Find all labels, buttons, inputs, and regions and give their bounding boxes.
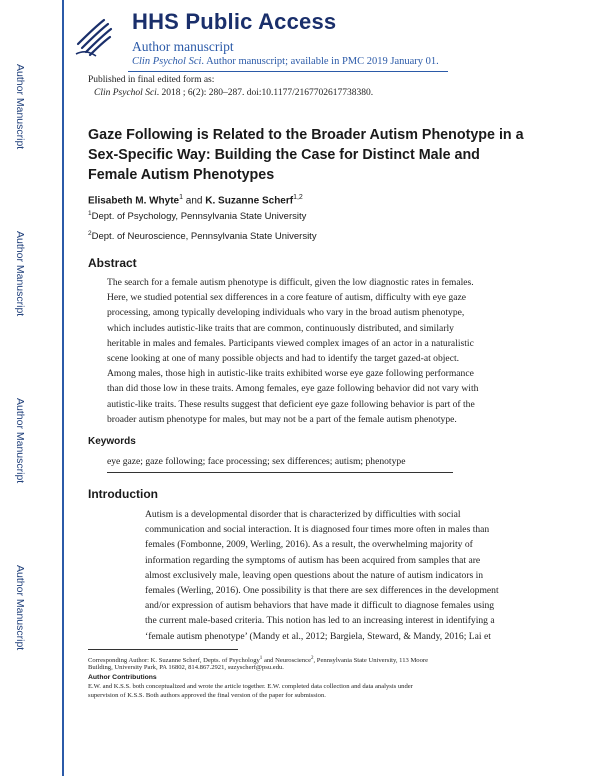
abstract-body [107,275,478,427]
abstract-line: Among males, those high in autistic-like traits exhibited worse eye gaze following performance [107,368,474,380]
intro-line: communication and social interaction. It is diagnosed four times more often in males than [145,524,490,536]
author-name: K. Suzanne Scherf [205,195,294,207]
introduction-body [145,507,499,644]
margin-rule [62,0,64,776]
citation-line [94,88,373,98]
corresponding-sup: 2 [311,656,314,661]
intro-line: females (Werling, 2016). One possibility is that there are sex differences in the development [145,585,499,597]
abstract-line: processing, among typically developing individuals who vary in the broad autism phenotype, [107,307,465,319]
affiliation [88,230,317,242]
title-line: Sex-Specific Way: Building the Case for Distinct Male and [88,147,480,163]
abstract-line: scene looking at one of many possible objects and had to identify the target gazed-at object. [107,353,460,365]
abstract-line: heritable in males and females. Participants viewed complex images of an actor in a naturalistic [107,337,474,349]
sidebar-label-1: Author Manuscript [14,64,26,150]
title-line: Female Autism Phenotypes [88,167,275,183]
article-title [88,125,528,185]
contributions-line: supervision of K.S.S. Both authors approved the final version of the paper for submission. [88,692,326,699]
keywords-text: eye gaze; gaze following; face processing; sex differences; autism; phenotype [107,456,406,467]
corresponding-text: , Pennsylvania State University, 113 Moore [313,657,429,665]
abstract-line: autistic-like traits. These results suggest that deficient eye gaze following behavior is part of the [107,398,475,410]
abstract-line: than did those low in these traits. Among females, eye gaze following behavior did not vary with [107,383,479,395]
abstract-line: broader autism phenotype for males, but may not be a part of the female autism phenotype. [107,413,457,425]
author-list [88,194,303,206]
intro-line: and/or expression of autism behaviors that have made it difficult to diagnose females using [145,600,495,612]
published-label: Published in final edited form as: [88,75,215,85]
hhs-public-access-title: HHS Public Access [132,9,337,34]
sidebar-label-2: Author Manuscript [14,231,26,317]
corresponding-text: and Neuroscience [262,657,311,665]
affiliation [88,210,306,222]
intro-line: ‘female autism phenotype’ (Mandy et al., 2012; Bargiela, Steward, & Mandy, 2016; Lai et [145,630,491,642]
corresponding-author-line-2: Building, University Park, PA 16802, 814.867.2921, suzyscherf@psu.edu. [88,664,284,671]
corresponding-sup: 1 [259,656,263,661]
author-conjunction: and [183,195,206,207]
introduction-heading: Introduction [88,487,158,501]
affiliation-sup: 1 [88,210,92,217]
availability-text: . Author manuscript; available in PMC 2019 January 01. [201,56,439,67]
intro-line: information regarding the symptoms of autism has been acquired from samples that are [145,554,481,566]
affiliation-text: Dept. of Psychology, Pennsylvania State University [91,211,307,223]
citation-text: . 2018 ; 6(2): 280–287. doi:10.1177/2167702617738380. [156,88,374,98]
abstract-line: Here, we studied potential sex differences in a core feature of autism, difficulty with eye gaze [107,292,467,304]
author-affil-sup: 1 [179,194,184,201]
sidebar-label-4: Author Manuscript [14,565,26,651]
title-line: Gaze Following is Related to the Broader Autism Phenotype in a [88,127,524,143]
header-rule [128,71,448,72]
abstract-line: which includes autistic-like traits that are common, continuously distributed, and similarly [107,322,454,334]
keywords-heading: Keywords [88,436,136,447]
affiliation-text: Dept. of Neuroscience, Pennsylvania State University [91,231,317,243]
citation-journal: Clin Psychol Sci [94,88,157,98]
journal-abbrev: Clin Psychol Sci [132,56,202,67]
contributions-line: E.W. and K.S.S. both conceptualized and wrote the article together. E.W. completed data collection and data analysis under [88,683,413,690]
intro-line: almost exclusively male, leaving open questions about the nature of autism indicators in [145,569,484,581]
intro-line: females (Fombonne, 2009, Werling, 2016). As a result, the overwhelming majority of [145,539,473,551]
abstract-heading: Abstract [88,256,137,270]
intro-line: the current male-based criteria. This notion has led to an increasing interest in identifying a [145,615,495,627]
intro-line: Autism is a developmental disorder that is characterized by difficulties with social [145,509,461,520]
hhs-eagle-icon [74,14,114,58]
contributions-heading: Author Contributions [88,674,157,681]
author-affil-sup: 1,2 [293,194,303,201]
corresponding-text: Corresponding Author: K. Suzanne Scherf, Depts. of Psychology [88,657,260,665]
sidebar-label-3: Author Manuscript [14,398,26,484]
keywords-rule [107,472,453,473]
footnote-rule [88,649,238,650]
author-manuscript-label: Author manuscript [132,39,234,54]
abstract-line: The search for a female autism phenotype is difficult, given the low diagnostic rates in females. [107,277,474,288]
affiliation-sup: 2 [88,230,92,237]
availability-line [132,56,439,67]
author-name: Elisabeth M. Whyte [88,195,180,207]
